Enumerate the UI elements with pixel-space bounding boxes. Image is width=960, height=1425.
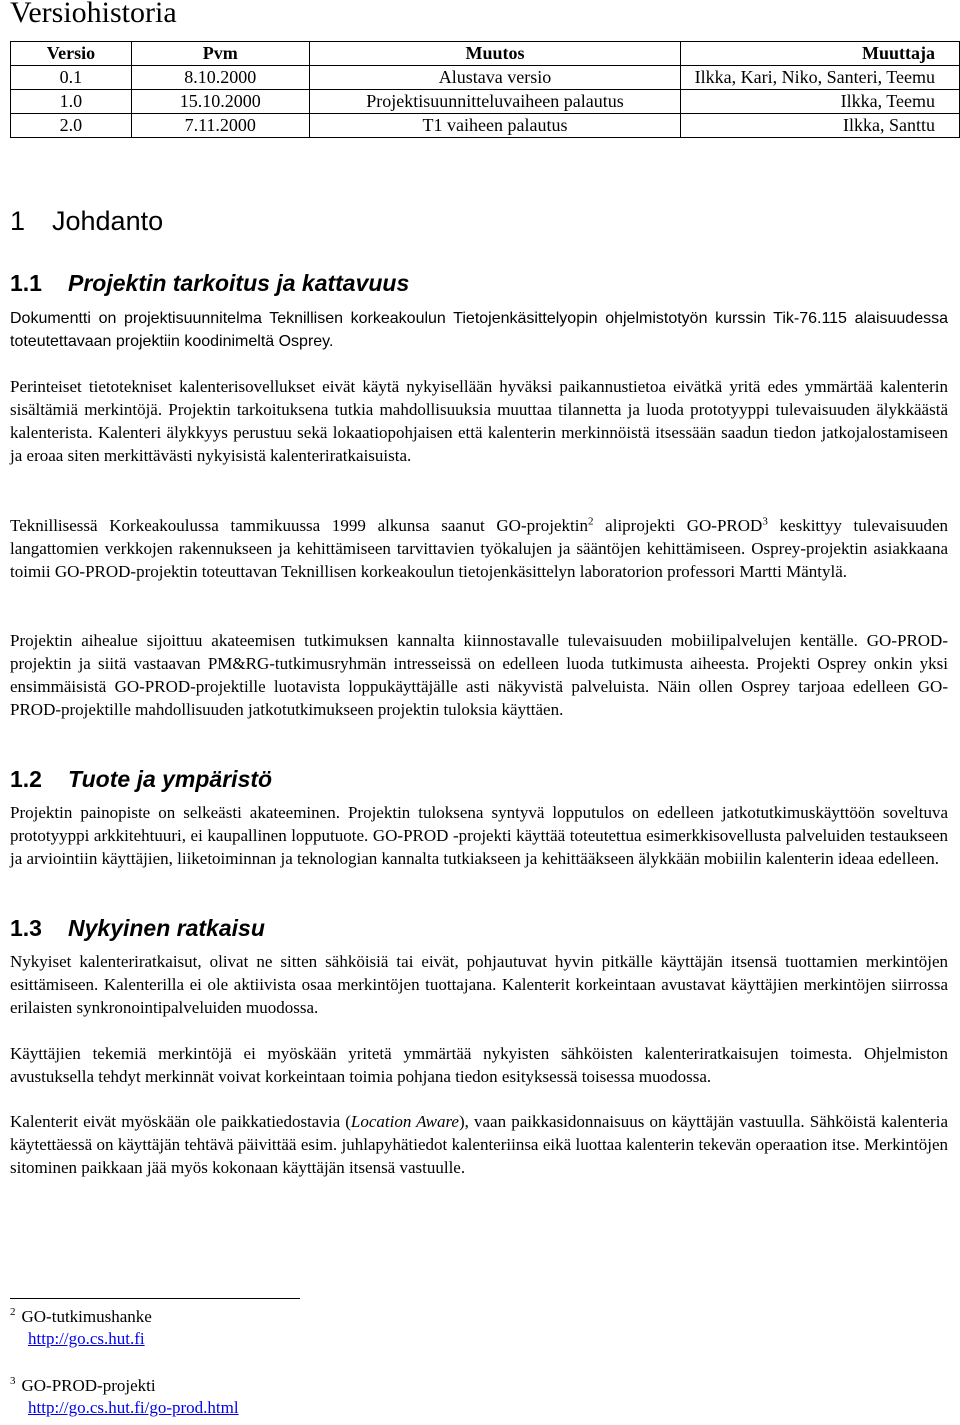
- footnote-3: [10, 1375, 239, 1419]
- table-header-row: [11, 42, 960, 66]
- section-title: Tuote ja ympäristö: [68, 766, 273, 792]
- section-number: 1.2: [10, 766, 42, 792]
- footnote-ref-3: 3: [762, 515, 768, 528]
- section-title: Projektin tarkoitus ja kattavuus: [68, 270, 410, 296]
- paragraph-current-solution: Nykyiset kalenteriratkaisut, olivat ne sitten sähköisiä tai eivät, pohjautuvat hyvin pitkälle käyttäjän itsensä tuottamien merkintöjen esittämiseen. Kalenterilla ei ole aktiivista osaa merkintöjen tuottajana. Kalenterit korkeintaan avustavat käyttäjien merkintöjen siirrossa erilaisten synkronointipalveluiden muodossa.: [10, 952, 948, 1017]
- section-title: Johdanto: [52, 206, 164, 236]
- column-header-version: Versio: [11, 42, 132, 66]
- footnote-mark: 2: [10, 1306, 16, 1319]
- cell-author: Ilkka, Santtu: [681, 114, 960, 138]
- section-number: 1.3: [10, 915, 42, 941]
- cell-version: 2.0: [11, 114, 132, 138]
- cell-date: 15.10.2000: [131, 90, 309, 114]
- section-number: 1.1: [10, 270, 42, 296]
- table-row: [11, 90, 960, 114]
- paragraph-location: Kalenterit eivät myöskään ole paikkatiedostavia (Location Aware), vaan paikkasidonnaisuus on käyttäjän vastuulla. Sähköistä kalenteria käytettäessä on käyttäjän tehtävä päivittää esim. juhlapyhätiedot kalenteriinsa eikä luottaa kalenterin tekevän operaation itse. Merkintöjen sitominen paikkaan jää myös kokonaan käyttäjän itsensä vastuulle.: [10, 1112, 948, 1177]
- paragraph-product: Projektin painopiste on selkeästi akateeminen. Projektin tuloksena syntyvä lopputulos on edelleen jatkotutkimuskäyttöön soveltuva prototyyppi arkkitehtuuri, ei kaupallinen lopputuote. GO-PROD -projekti käyttää toteutettua esimerkkisovellusta palveluiden testaukseen ja arviointiin käyttäjien, liiketoiminnan ja teknologian kannalta tutkiakseen ja kehittääkseen älykkään mobiilin kalenterin ideaa edelleen.: [10, 803, 948, 868]
- paragraph-go-project: Teknillisessä Korkeakoulussa tammikuussa 1999 alkunsa saanut GO-projektin$^2$ aliprojekti GO-PROD$^3$ keskittyy tulevaisuuden langattomien verkkojen rakennukseen ja kehittämiseen tarvittavien työkalujen ja sääntöjen kehittämiseen. Osprey-projektin asiakkaana toimii GO-PROD-projektin toteuttavan Teknillisen korkeakoulun tietojenkäsittelyn laboratorion professori Martti Mäntylä.: [10, 515, 948, 581]
- footnote-text: GO-tutkimushanke: [21, 1307, 152, 1326]
- cell-date: 8.10.2000: [131, 66, 309, 90]
- page-title: Versiohistoria: [10, 0, 177, 29]
- footnote-mark: 3: [10, 1375, 16, 1388]
- section-heading-1: [10, 206, 163, 237]
- table-row: [11, 66, 960, 90]
- section-title: Nykyinen ratkaisu: [68, 915, 265, 941]
- cell-version: 0.1: [11, 66, 132, 90]
- section-heading-1-2: [10, 766, 272, 793]
- cell-version: 1.0: [11, 90, 132, 114]
- column-header-author: Muuttaja: [681, 42, 960, 66]
- version-history-table: [10, 41, 960, 138]
- footnote-2: [10, 1306, 152, 1350]
- cell-change: T1 vaiheen palautus: [309, 114, 681, 138]
- column-header-date: Pvm: [131, 42, 309, 66]
- footnote-ref-2: 2: [587, 515, 594, 528]
- section-number: 1: [10, 206, 26, 236]
- paragraph-purpose: Perinteiset tietotekniset kalenterisovellukset eivät käytä nykyisellään hyväksi paikannustietoa eivätkä yritä edes ymmärtää kalenterin sisältämiä merkintöjä. Projektin tarkoituksena tutkia mahdollisuuksia muuttaa tilannetta ja luoda prototyyppi tulevaisuuden älykkäästä kalenterista. Kalenteri älykkyys perustuu sekä lokaatiopohjaisen että kalenterin merkinnöistä itsessään saadun tiedon jatkojalostamiseen ja eroaa siten merkittävästi nykyisistä kalenteriratkaisuista.: [10, 377, 948, 465]
- cell-date: 7.11.2000: [131, 114, 309, 138]
- cell-change: Projektisuunnitteluvaiheen palautus: [309, 90, 681, 114]
- column-header-change: Muutos: [309, 42, 681, 66]
- section-heading-1-1: [10, 270, 409, 297]
- paragraph-understanding: Käyttäjien tekemiä merkintöjä ei myöskään yritetä ymmärtää nykyisten sähköisten kalenteriratkaisujen toimesta. Ohjelmiston avustuksella tehdyt merkinnät voivat korkeintaan toimia pohjana tiedon esityksessä toisessa muodossa.: [10, 1044, 948, 1086]
- section-heading-1-3: [10, 915, 265, 942]
- italic-term: Location Aware: [350, 1112, 459, 1131]
- footnote-divider: [10, 1298, 300, 1299]
- footnote-link[interactable]: http://go.cs.hut.fi: [28, 1329, 145, 1348]
- paragraph-intro: Dokumentti on projektisuunnitelma Teknillisen korkeakoulun Tietojenkäsittelyopin ohjelmistotyön kurssin Tik-76.115 alaisuudessa toteutettavaan projektiin koodinimeltä Osprey.: [10, 310, 948, 350]
- paragraph-domain: Projektin aihealue sijoittuu akateemisen tutkimuksen kannalta kiinnostavalle tulevaisuuden mobiilipalvelujen kentälle. GO-PROD-projektin ja siitä vastaavan PM&RG-tutkimusryhmän intresseissä on edelleen luoda tutkimusta aiheesta. Projekti Osprey onkin yksi ensimmäisistä GO-PROD-projektille luotavista loppukäyttäjälle asti näkyvistä palveluista. Näin ollen Osprey tarjoaa edelleen GO-PROD-projektille mahdollisuuden jatkotutkimukseen projektin tuloksia käyttäen.: [10, 631, 948, 719]
- footnote-link[interactable]: http://go.cs.hut.fi/go-prod.html: [28, 1398, 239, 1417]
- footnote-text: GO-PROD-projekti: [21, 1376, 156, 1395]
- cell-author: Ilkka, Teemu: [681, 90, 960, 114]
- cell-author: Ilkka, Kari, Niko, Santeri, Teemu: [681, 66, 960, 90]
- table-row: [11, 114, 960, 138]
- cell-change: Alustava versio: [309, 66, 681, 90]
